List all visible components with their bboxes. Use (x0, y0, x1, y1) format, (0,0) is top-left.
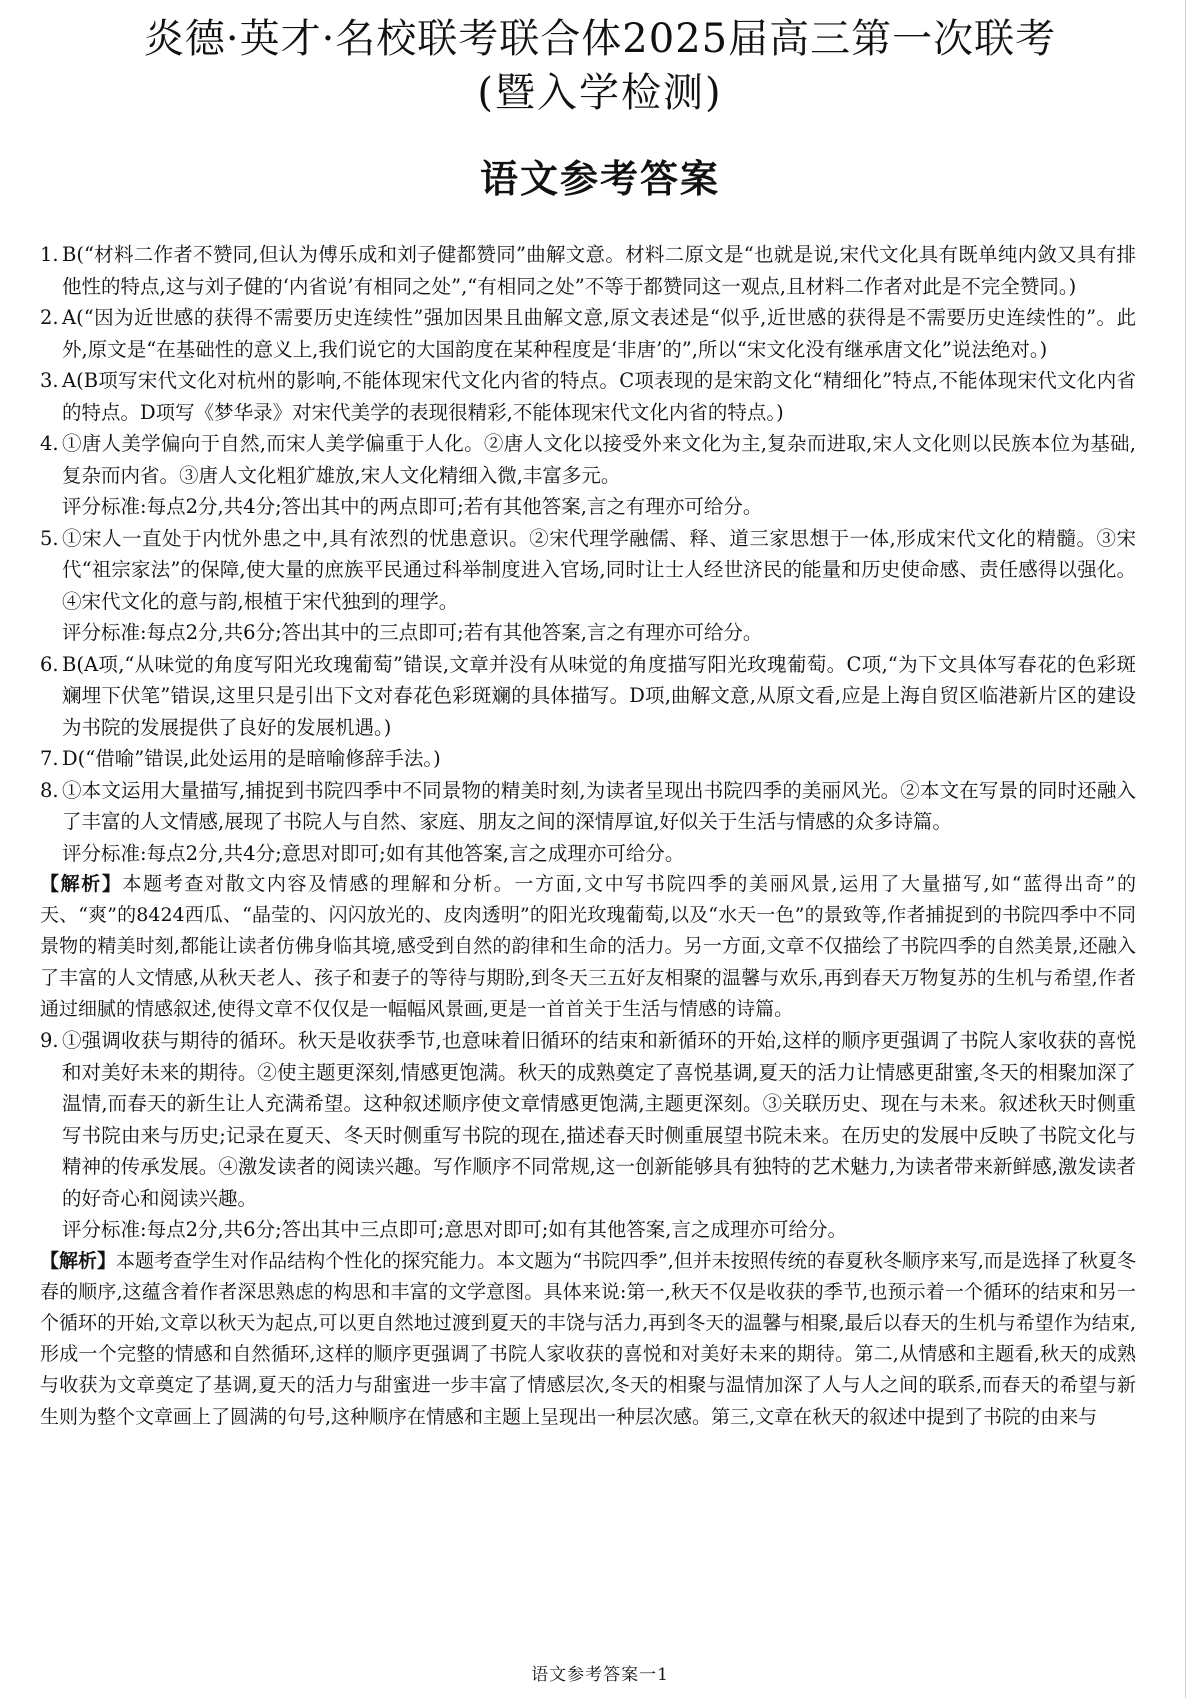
item-text: D(“借喻”错误,此处运用的是暗喻修辞手法。) (62, 747, 441, 770)
answer-item-1 (40, 239, 1136, 302)
item-text: A(B项写宋代文化对杭州的影响,不能体现宋代文化内省的特点。C项表现的是宋韵文化“精细化”特点,不能体现宋代文化内省的特点。D项写《梦华录》对宋代美学的表现很精彩,不能体现宋代文化内省的特点。) (62, 369, 1136, 424)
analysis-text: 本题考查对散文内容及情感的理解和分析。一方面,文中写书院四季的美丽风景,运用了大量描写,如“蓝得出奇”的天、“爽”的8424西瓜、“晶莹的、闪闪放光的、皮肉透明”的阳光玫瑰葡萄,以及“水天一色”的景致等,作者捕捉到的书院四季中不同景物的精美时刻,都能让读者仿佛身临其境,感受到自然的韵律和生命的活力。另一方面,文章不仅描绘了书院四季的自然美景,还融入了丰富的人文情感,从秋天老人、孩子和妻子的等待与期盼,到冬天三五好友相聚的温馨与欢乐,再到春天万物复苏的生机与希望,作者通过细腻的情感叙述,使得文章不仅仅是一幅幅风景画,更是一首首关于生活与情感的诗篇。 (40, 873, 1136, 1020)
scoring-standard-5: 评分标准:每点2分,共6分;答出其中的三点即可;若有其他答案,言之有理亦可给分。 (62, 621, 763, 644)
item-text: ①唐人美学偏向于自然,而宋人美学偏重于人化。②唐人文化以接受外来文化为主,复杂而进取,宋人文化则以民族本位为基础,复杂而内省。③唐人文化粗犷雄放,宋人文化精细入微,丰富多元。 (62, 432, 1136, 487)
item-number: 9. (40, 1029, 59, 1053)
item-text: B(A项,“从味觉的角度写阳光玫瑰葡萄”错误,文章并没有从味觉的角度描写阳光玫瑰葡萄。C项,“为下文具体写春花的色彩斑斓埋下伏笔”错误,这里只是引出下文对春花色彩斑斓的具体描写。D项,曲解文意,从原文看,应是上海自贸区临港新片区的建设为书院的发展提供了良好的发展机遇。) (62, 652, 1136, 739)
item-text: ①本文运用大量描写,捕捉到书院四季中不同景物的精美时刻,为读者呈现出书院四季的美丽风光。②本文在写景的同时还融入了丰富的人文情感,展现了书院人与自然、家庭、朋友之间的深情厚谊,好似关于生活与情感的众多诗篇。 (62, 778, 1136, 833)
answer-item-2 (40, 302, 1136, 365)
scoring-standard-8: 评分标准:每点2分,共4分;意思对即可;如有其他答案,言之成理亦可给分。 (62, 841, 685, 865)
scoring-standard-4: 评分标准:每点2分,共4分;答出其中的两点即可;若有其他答案,言之有理亦可给分。 (62, 495, 763, 518)
item-number: 5. (40, 526, 59, 550)
page-heading: 语文参考答案 (479, 157, 720, 201)
item-number: 2. (40, 306, 59, 329)
analysis-text: 本题考查学生对作品结构个性化的探究能力。本文题为“书院四季”,但并未按照传统的春夏秋冬顺序来写,而是选择了秋夏冬春的顺序,这蕴含着作者深思熟虑的构思和丰富的文学意图。具体来说:第一,秋天不仅是收获的季节,也预示着一个循环的结束和另一个循环的开始,文章以秋天为起点,可以更自然地过渡到夏天的丰饶与活力,再到冬天的温馨与相聚,最后以春天的生机与希望作为结束,形成一个完整的情感和自然循环,这样的顺序更强调了书院人家收获的喜悦和对美好未来的期待。第二,从情感和主题看,秋天的成熟与收获为文章奠定了基调,夏天的活力与甜蜜进一步丰富了情感层次,冬天的相聚与温情加深了人与人之间的联系,而春天的希望与新生则为整个文章画上了圆满的句号,这种顺序在情感和主题上呈现出一种层次感。第三,文章在秋天的叙述中提到了书院的由来与 (40, 1249, 1136, 1428)
item-number: 7. (40, 747, 59, 770)
item-text: B(“材料二作者不赞同,但认为傅乐成和刘子健都赞同”曲解文意。材料二原文是“也就是说,宋代文化具有既单纯内敛又具有排他性的特点,这与刘子健的‘内省说’有相同之处”,“有相同之处”不等于都赞同这一观点,且材料二作者对此是不完全赞同。) (62, 243, 1136, 298)
answer-item-9 (40, 1025, 1136, 1214)
answer-item-4 (40, 428, 1136, 491)
item-number: 6. (40, 652, 59, 676)
answer-item-3 (40, 365, 1136, 428)
answer-item-5 (40, 523, 1136, 618)
item-number: 1. (40, 243, 59, 266)
answer-item-8 (40, 775, 1136, 838)
analysis-label: 【解析】 (40, 873, 123, 895)
analysis-label: 【解析】 (40, 1249, 117, 1272)
scoring-standard-9: 评分标准:每点2分,共6分;答出其中三点即可;意思对即可;如有其他答案,言之成理亦可给分。 (62, 1218, 847, 1242)
page-footer: 语文参考答案一1 (531, 1665, 669, 1685)
item-text: ①宋人一直处于内忧外患之中,具有浓烈的忧患意识。②宋代理学融儒、释、道三家思想于一体,形成宋代文化的精髓。③宋代“祖宗家法”的保障,使大量的庶族平民通过科举制度进入官场,同时让士人经世济民的能量和历史使命感、责任感得以强化。④宋代文化的意与韵,根植于宋代独到的理学。 (62, 526, 1136, 613)
item-number: 4. (40, 432, 59, 455)
exam-title: 炎德·英才·名校联考联合体2025届高三第一次联考 (143, 16, 1057, 62)
analysis-9 (40, 1246, 1136, 1433)
analysis-8 (40, 869, 1136, 1025)
answer-body (40, 239, 1136, 1433)
answer-item-6 (40, 649, 1136, 744)
exam-subtitle: (暨入学检测) (477, 70, 723, 116)
item-text: ①强调收获与期待的循环。秋天是收获季节,也意味着旧循环的结束和新循环的开始,这样的顺序更强调了书院人家收获的喜悦和对美好未来的期待。②使主题更深刻,情感更饱满。秋天的成熟奠定了喜悦基调,夏天的活力让情感更甜蜜,冬天的相聚加深了温情,而春天的新生让人充满希望。这种叙述顺序使文章情感更饱满,主题更深刻。③关联历史、现在与未来。叙述秋天时侧重写书院由来与历史;记录在夏天、冬天时侧重写书院的现在,描述春天时侧重展望书院未来。在历史的发展中反映了书院文化与精神的传承发展。④激发读者的阅读兴趣。写作顺序不同常规,这一创新能够具有独特的艺术魅力,为读者带来新鲜感,激发读者的好奇心和阅读兴趣。 (62, 1029, 1136, 1210)
item-text: A(“因为近世感的获得不需要历史连续性”强加因果且曲解文意,原文表述是“似乎,近世感的获得是不需要历史连续性的”。此外,原文是“在基础性的意义上,我们说它的大国韵度在某种程度是‘非唐’的”,所以“宋文化没有继承唐文化”说法绝对。) (62, 306, 1136, 361)
item-number: 3. (40, 369, 59, 392)
item-number: 8. (40, 778, 59, 802)
answer-item-7 (40, 743, 1136, 775)
scan-edge-line (1185, 0, 1186, 1698)
